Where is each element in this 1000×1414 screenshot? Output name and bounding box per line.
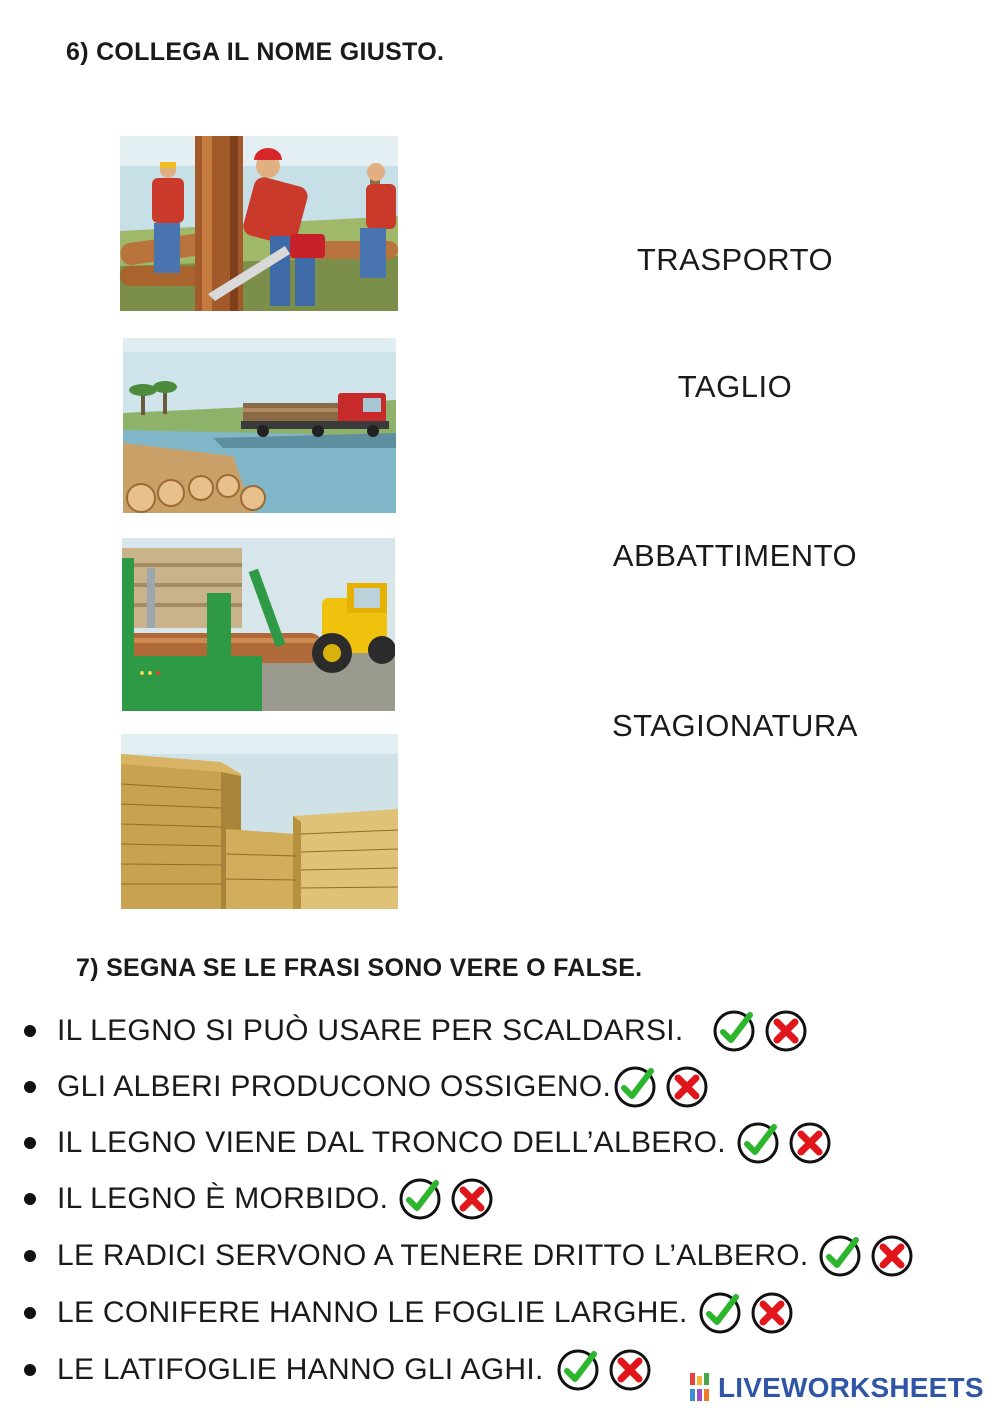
cutting-illustration: [122, 538, 395, 711]
statement-text: LE RADICI SERVONO A TENERE DRITTO L’ALBERO.: [57, 1239, 809, 1272]
bullet-icon: [24, 1081, 36, 1093]
statement-row: [24, 1288, 794, 1338]
check-circle-icon[interactable]: [398, 1177, 442, 1221]
section-6-title: 6) COLLEGA IL NOME GIUSTO.: [66, 38, 445, 66]
bullet-icon: [24, 1193, 36, 1205]
statement-row: [24, 1118, 832, 1168]
bullet-icon: [24, 1025, 36, 1037]
x-circle-icon[interactable]: [750, 1291, 794, 1335]
x-circle-icon[interactable]: [788, 1121, 832, 1165]
statement-text: GLI ALBERI PRODUCONO OSSIGENO.: [57, 1070, 612, 1103]
statement-row: [24, 1062, 709, 1112]
x-circle-icon[interactable]: [450, 1177, 494, 1221]
check-circle-icon[interactable]: [556, 1348, 600, 1392]
check-circle-icon[interactable]: [736, 1121, 780, 1165]
word-trasporto[interactable]: TRASPORTO: [636, 242, 834, 277]
statement-text: LE LATIFOGLIE HANNO GLI AGHI.: [57, 1353, 544, 1386]
bullet-icon: [24, 1250, 36, 1262]
statement-row: [24, 1006, 808, 1056]
brand-text: LIVEWORKSHEETS: [718, 1372, 984, 1403]
statement-row: [24, 1174, 494, 1224]
statement-text: LE CONIFERE HANNO LE FOGLIE LARGHE.: [57, 1296, 688, 1329]
check-circle-icon[interactable]: [698, 1291, 742, 1335]
statement-row: [24, 1231, 914, 1281]
transport-illustration: [123, 338, 396, 513]
x-circle-icon[interactable]: [608, 1348, 652, 1392]
check-circle-icon[interactable]: [818, 1234, 862, 1278]
word-stagionatura[interactable]: STAGIONATURA: [612, 708, 858, 743]
bullet-icon: [24, 1137, 36, 1149]
check-circle-icon[interactable]: [712, 1009, 756, 1053]
statement-text: IL LEGNO VIENE DAL TRONCO DELL’ALBERO.: [57, 1126, 726, 1159]
word-abbattimento[interactable]: ABBATTIMENTO: [612, 538, 858, 573]
x-circle-icon[interactable]: [870, 1234, 914, 1278]
liveworksheets-brand: [690, 1372, 984, 1404]
x-circle-icon[interactable]: [764, 1009, 808, 1053]
seasoning-illustration: [121, 734, 398, 909]
x-circle-icon[interactable]: [665, 1065, 709, 1109]
bullet-icon: [24, 1364, 36, 1376]
statement-row: [24, 1345, 652, 1395]
check-circle-icon[interactable]: [613, 1065, 657, 1109]
bullet-icon: [24, 1307, 36, 1319]
statement-text: IL LEGNO È MORBIDO.: [57, 1182, 389, 1215]
felling-illustration: [120, 136, 398, 311]
liveworksheets-logo-icon: [690, 1373, 714, 1403]
section-7-title: 7) SEGNA SE LE FRASI SONO VERE O FALSE.: [76, 954, 643, 982]
word-taglio[interactable]: TAGLIO: [677, 369, 793, 404]
statement-text: IL LEGNO SI PUÒ USARE PER SCALDARSI.: [57, 1014, 684, 1047]
